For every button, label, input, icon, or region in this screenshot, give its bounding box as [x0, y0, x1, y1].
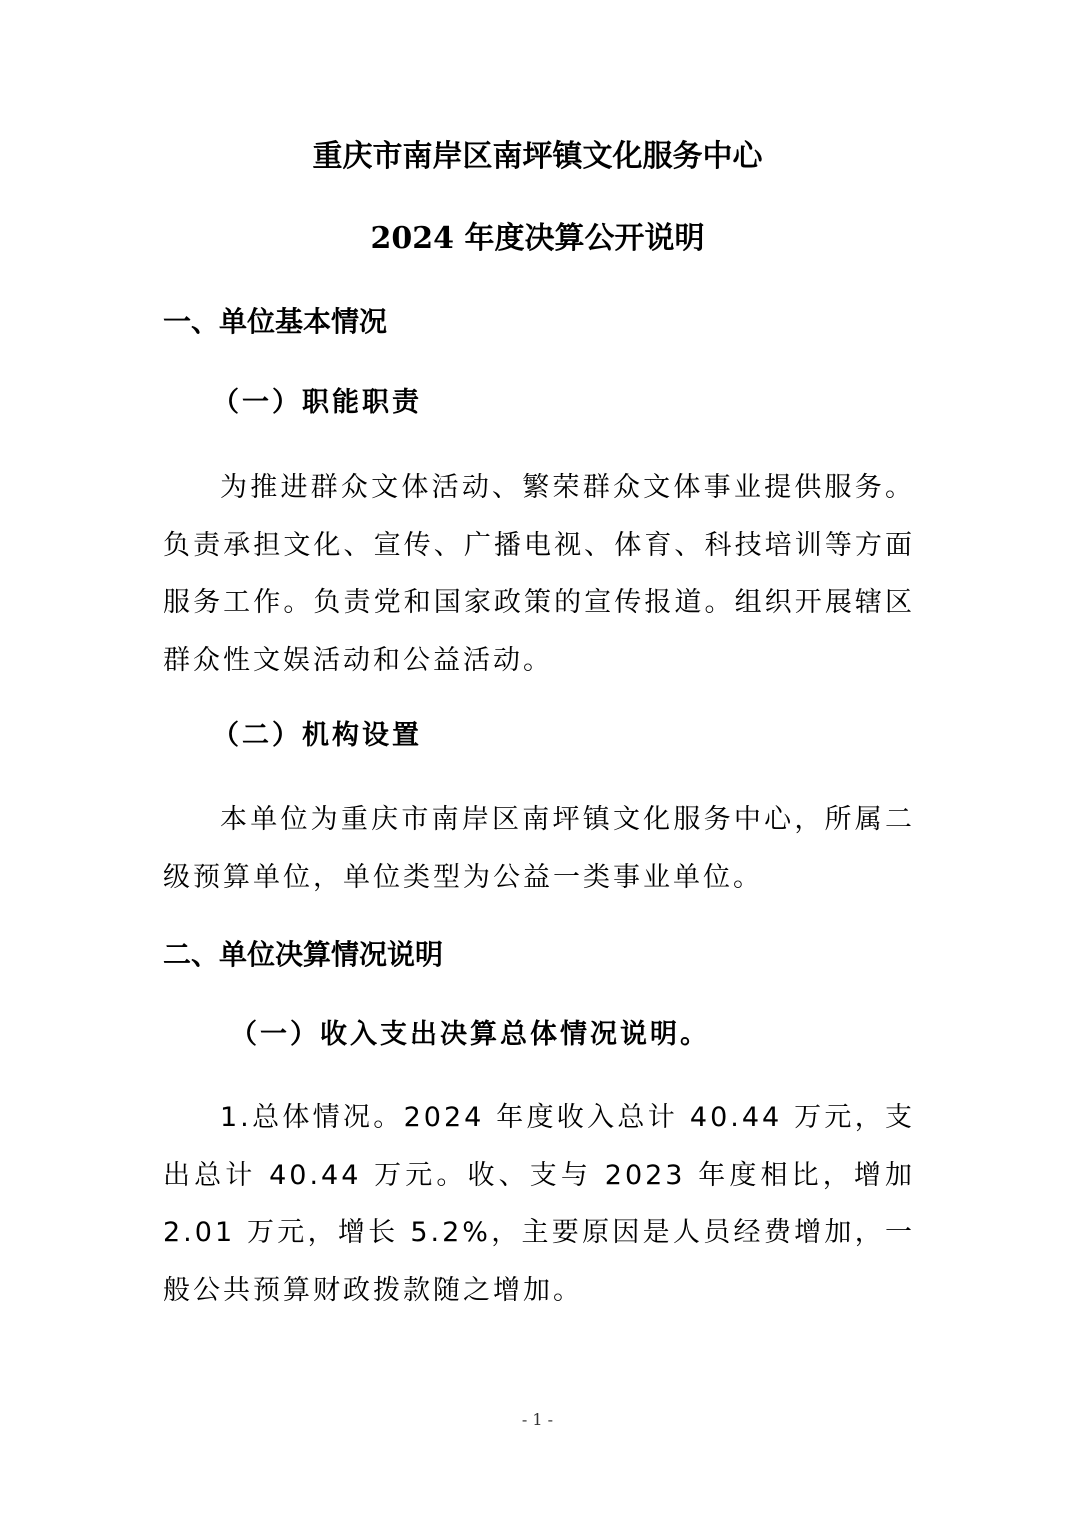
- section-heading-final-accounts: 二、单位决算情况说明: [163, 938, 444, 971]
- document-title-line-1: 重庆市南岸区南坪镇文化服务中心: [312, 139, 763, 174]
- paragraph-functions: 为推进群众文体活动、繁荣群众文体事业提供服务。负责承担文化、宣传、广播电视、体育、科技培训等方面服务工作。负责党和国家政策的宣传报道。组织开展辖区群众性文娱活动和公益活动。: [163, 472, 915, 676]
- paragraph-organization: 本单位为重庆市南岸区南坪镇文化服务中心，所属二级预算单位，单位类型为公益一类事业单位。: [163, 804, 915, 893]
- paragraph-lead-label: 1.总体情况。: [220, 1102, 404, 1133]
- document-title-line-2: 2024 年度决算公开说明: [370, 221, 705, 256]
- subsection-heading-organization: （二）机构设置: [212, 720, 422, 751]
- section-heading-basic-info: 一、单位基本情况: [163, 305, 388, 338]
- subsection-heading-functions: （一）职能职责: [212, 387, 422, 418]
- page-number: - 1 -: [521, 1410, 554, 1429]
- subsection-heading-income-expenditure: （一）收入支出决算总体情况说明。: [230, 1019, 710, 1050]
- paragraph-overall-situation: [163, 1089, 915, 1319]
- paragraph-overall-body: 2024 年度收入总计 40.44 万元，支出总计 40.44 万元。收、支与 2023 年度相比，增加 2.01 万元，增长 5.2%，主要原因是人员经费增加，一般公共预算财政拨款随之增加。: [163, 1102, 915, 1306]
